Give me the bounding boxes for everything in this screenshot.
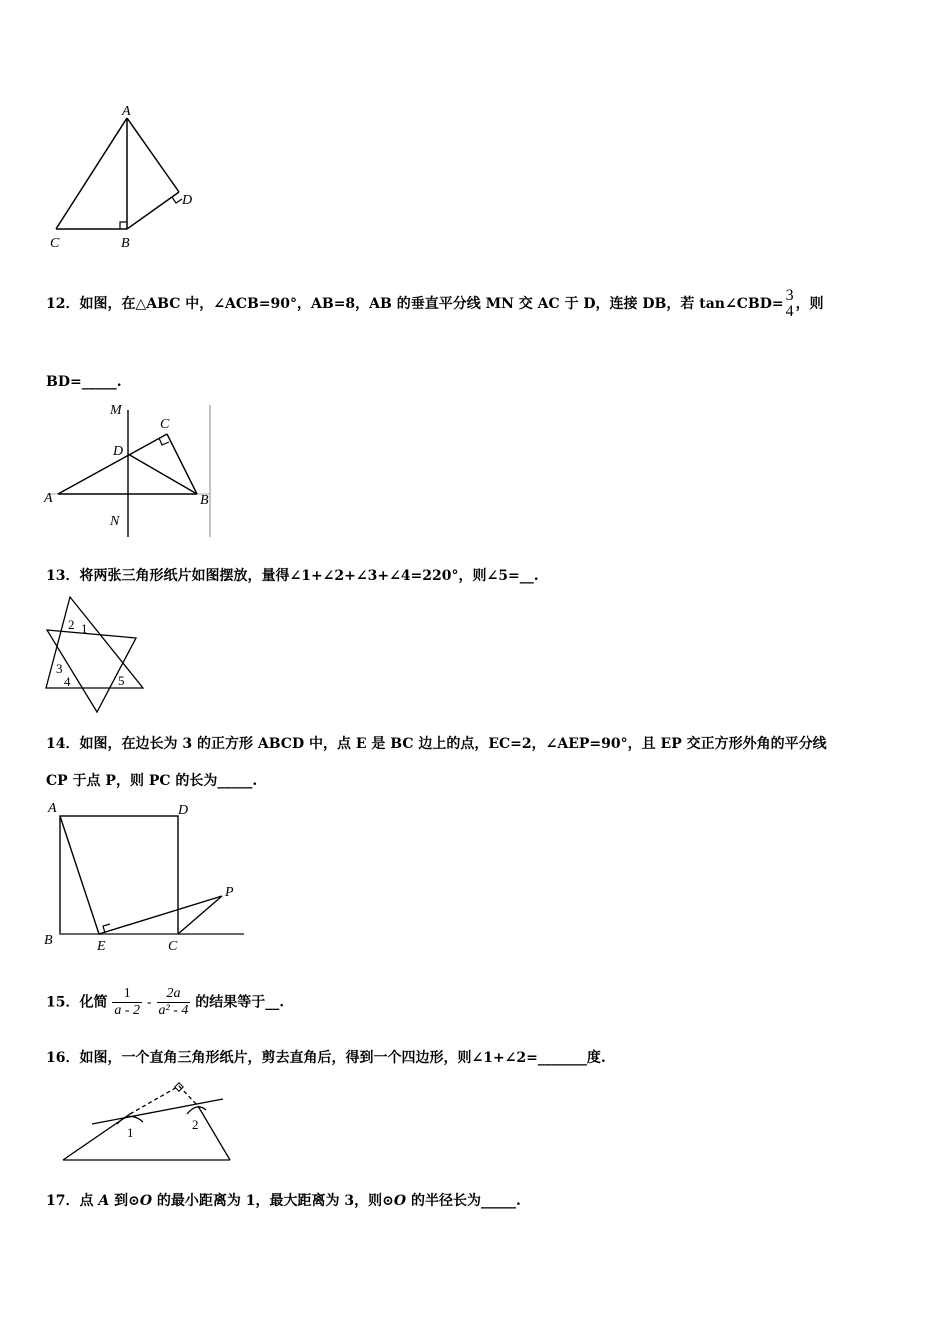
label-d: D bbox=[182, 193, 193, 208]
label-a: A bbox=[44, 491, 53, 506]
question-16: 16．如图，一个直角三角形纸片，剪去直角后，得到一个四边形，则∠1+∠2=_______度. bbox=[46, 1050, 606, 1066]
label-b: B bbox=[44, 933, 53, 948]
fraction-2-numerator: 2a bbox=[157, 986, 191, 1003]
angle-label-2: 2 bbox=[68, 617, 75, 632]
label-a: A bbox=[48, 801, 57, 816]
question-15 bbox=[46, 986, 284, 1019]
fraction-2 bbox=[157, 986, 191, 1019]
fraction-2-denominator: a² - 4 bbox=[158, 1003, 189, 1018]
label-c: C bbox=[160, 417, 170, 432]
question-12 bbox=[46, 288, 824, 320]
fraction-1-numerator: 1 bbox=[112, 986, 142, 1003]
angle-label-5: 5 bbox=[118, 673, 125, 688]
fraction-denominator: 4 bbox=[785, 303, 794, 320]
label-p: P bbox=[225, 885, 234, 900]
question-17-part3: 的最小距离为 1，最大距离为 3，则⊙ bbox=[152, 1193, 394, 1209]
question-13: 13．将两张三角形纸片如图摆放，量得∠1+∠2+∠3+∠4=220°，则∠5=__. bbox=[46, 568, 539, 584]
figure-12-perpendicular-bisector bbox=[40, 400, 215, 540]
label-c: C bbox=[168, 939, 178, 954]
question-12-after: ，则 bbox=[795, 296, 824, 312]
circle-o-2: O bbox=[393, 1193, 407, 1209]
point-a: A bbox=[98, 1193, 110, 1209]
question-14-line1: 14．如图，在边长为 3 的正方形 ABCD 中，点 E 是 BC 边上的点，EC=2，∠AEP=90°，且 EP 交正方形外角的平分线 bbox=[46, 736, 827, 752]
angle-label-2: 2 bbox=[192, 1117, 199, 1132]
figure-11-triangle bbox=[40, 98, 220, 258]
label-c: C bbox=[50, 236, 60, 251]
angle-label-1: 1 bbox=[127, 1125, 134, 1140]
question-15-suffix: 的结果等于__. bbox=[195, 994, 285, 1011]
label-b: B bbox=[121, 236, 130, 251]
question-12-line2: BD=_____. bbox=[46, 374, 122, 390]
angle-label-4: 4 bbox=[64, 674, 71, 689]
fraction-1-denominator: a - 2 bbox=[114, 1003, 141, 1018]
figure-14-square bbox=[40, 798, 250, 958]
label-a: A bbox=[122, 104, 131, 119]
question-17-part4: 的半径长为_____. bbox=[406, 1193, 521, 1209]
angle-label-3: 3 bbox=[56, 661, 63, 676]
minus-sign: - bbox=[146, 994, 152, 1011]
question-12-fraction bbox=[784, 288, 796, 320]
question-17-part1: 17．点 bbox=[46, 1193, 99, 1209]
question-15-prefix: 15．化简 bbox=[46, 994, 108, 1011]
figure-16-cut-triangle bbox=[55, 1076, 240, 1168]
angle-label-1: 1 bbox=[81, 621, 88, 636]
question-17 bbox=[46, 1192, 521, 1210]
figure-13-two-triangles bbox=[40, 592, 150, 717]
fraction-1 bbox=[112, 986, 142, 1019]
label-d: D bbox=[178, 803, 189, 818]
question-12-text: 12．如图，在△ABC 中，∠ACB=90°，AB=8，AB 的垂直平分线 MN 交 AC 于 D，连接 DB，若 tan∠CBD= bbox=[46, 296, 784, 312]
fraction-numerator: 3 bbox=[785, 287, 794, 304]
label-e: E bbox=[97, 939, 106, 954]
label-m: M bbox=[110, 403, 122, 418]
label-b: B bbox=[200, 493, 209, 508]
question-14-line2: CP 于点 P，则 PC 的长为_____. bbox=[46, 773, 258, 789]
circle-o-1: O bbox=[139, 1193, 153, 1209]
question-17-part2: 到⊙ bbox=[109, 1193, 140, 1209]
label-n: N bbox=[110, 514, 120, 529]
label-d: D bbox=[113, 444, 124, 459]
